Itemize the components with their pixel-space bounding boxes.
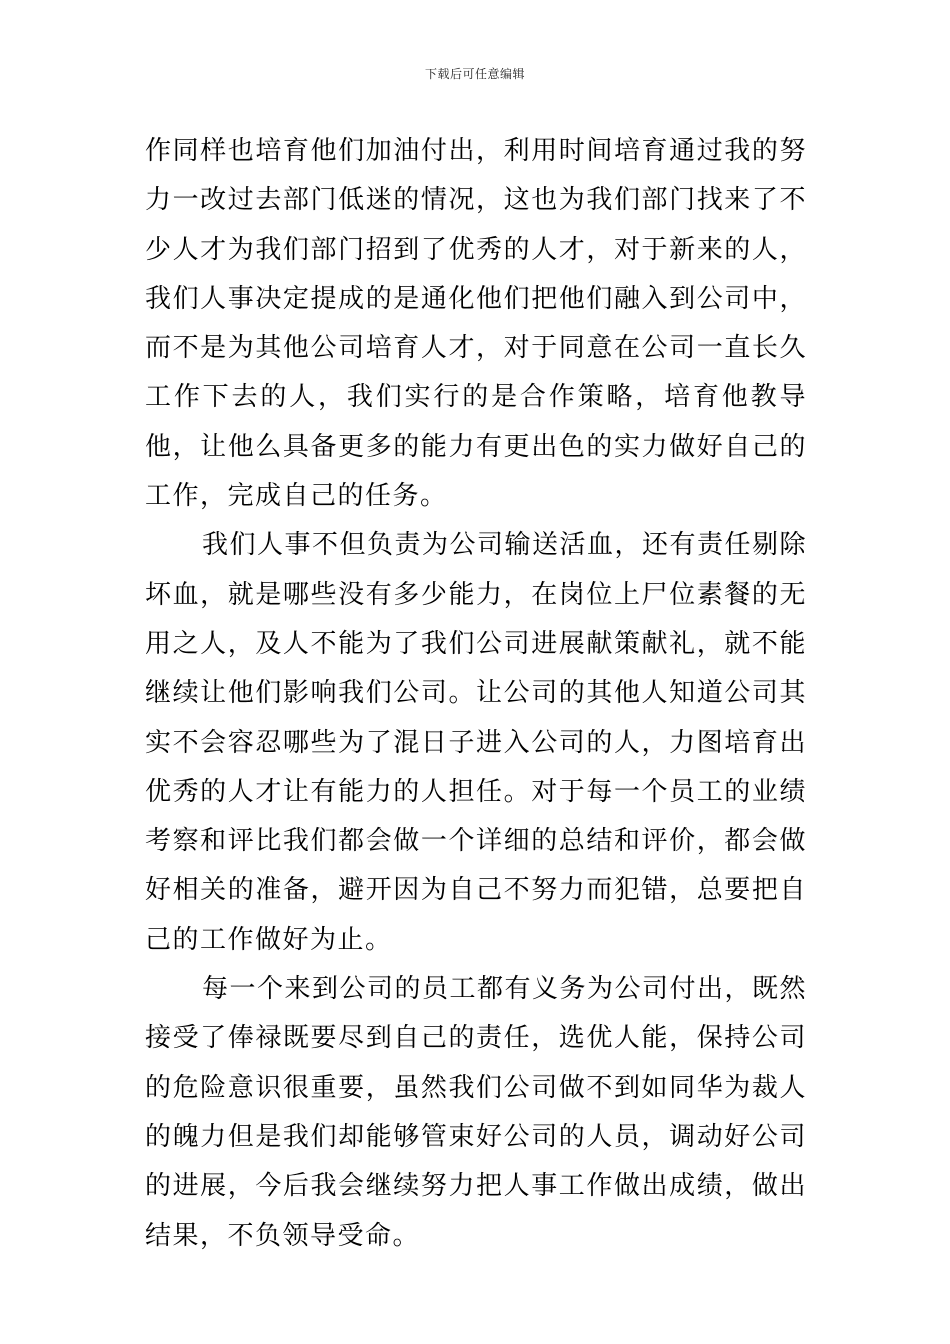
page-header: 下载后可任意编辑 bbox=[424, 67, 525, 81]
paragraph-3: 每一个来到公司的员工都有义务为公司付出，既然接受了俸禄既要尽到自己的责任，选优人能，保持公司的危险意识很重要，虽然我们公司做不到如同华为裁人的魄力但是我们却能够管束好公司的人员，调动好公司的进展，今后我会继续努力把人事工作做出成绩，做出结果，不负领导受命。 bbox=[145, 974, 808, 1251]
document-body bbox=[145, 127, 807, 1261]
paragraph-2: 我们人事不但负责为公司输送活血，还有责任剔除坏血，就是哪些没有多少能力，在岗位上尸位素餐的无用之人，及人不能为了我们公司进展献策献礼，就不能继续让他们影响我们公司。让公司的其他人知道公司其实不会容忍哪些为了混日子进入公司的人，力图培育出优秀的人才让有能力的人担任。对于每一个员工的业绩考察和评比我们都会做一个详细的总结和评价，都会做好相关的准备，避开因为自己不努力而犯错，总要把自己的工作做好为止。 bbox=[145, 530, 808, 955]
paragraph-1: 作同样也培育他们加油付出，利用时间培育通过我的努力一改过去部门低迷的情况，这也为我们部门找来了不少人才为我们部门招到了优秀的人才，对于新来的人，我们人事决定提成的是通化他们把他们融入到公司中，而不是为其他公司培育人才，对于同意在公司一直长久工作下去的人，我们实行的是合作策略，培育他教导他，让他么具备更多的能力有更出色的实力做好自己的工作，完成自己的任务。 bbox=[145, 136, 807, 512]
